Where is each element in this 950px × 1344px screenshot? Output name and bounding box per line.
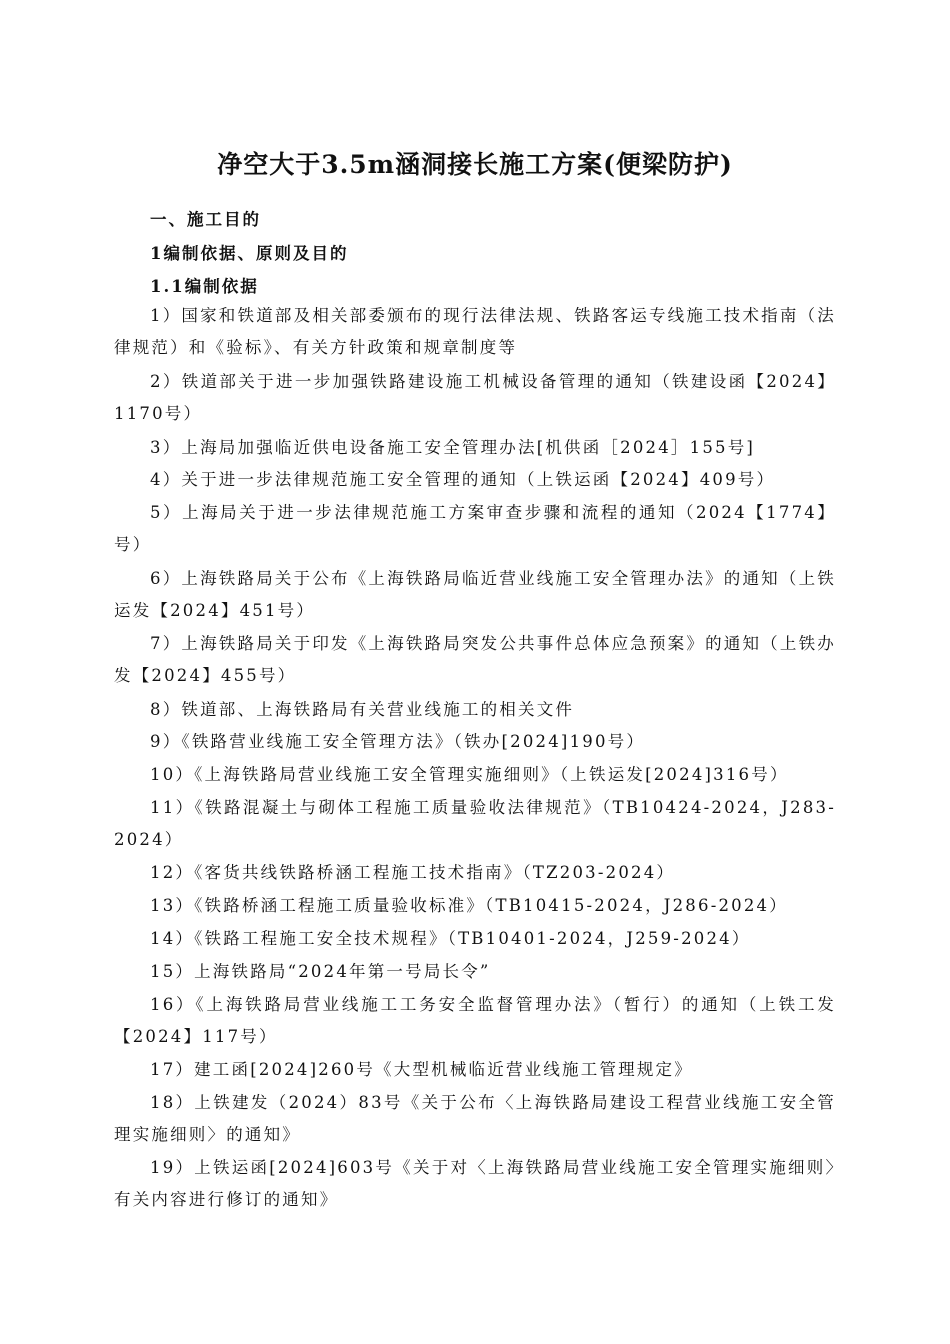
basis-item-6: 6）上海铁路局关于公布《上海铁路局临近营业线施工安全管理办法》的通知（上铁运发【2024】451号） <box>114 569 836 620</box>
basis-item-9: 9）《铁路营业线施工安全管理方法》（铁办[2024]190号） <box>150 732 646 751</box>
basis-item-15: 15）上海铁路局“2024年第一号局长令” <box>150 962 491 981</box>
basis-item-3: 3）上海局加强临近供电设备施工安全管理办法[机供函［2024］155号] <box>150 438 756 457</box>
basis-item-12: 12）《客货共线铁路桥涵工程施工技术指南》（TZ203-2024） <box>150 863 676 882</box>
basis-item-1: 1）国家和铁道部及相关部委颁布的现行法律法规、铁路客运专线施工技术指南（法律规范）和《验标》、有关方针政策和规章制度等 <box>114 306 836 357</box>
basis-item-7: 7）上海铁路局关于印发《上海铁路局突发公共事件总体应急预案》的通知（上铁办发【2024】455号） <box>114 634 836 685</box>
basis-item-16: 16）《上海铁路局营业线施工工务安全监督管理办法》（暂行）的通知（上铁工发【2024】117号） <box>114 995 836 1046</box>
basis-item-11: 11）《铁路混凝土与砌体工程施工质量验收法律规范》（TB10424-2024，J283-2024） <box>114 798 836 849</box>
document-title: 净空大于3.5m涵洞接长施工方案(便梁防护) <box>217 150 733 179</box>
section-heading: 一、施工目的 <box>150 210 261 229</box>
basis-item-17: 17）建工函[2024]260号《大型机械临近营业线施工管理规定》 <box>150 1060 693 1079</box>
basis-item-5: 5）上海局关于进一步法律规范施工方案审查步骤和流程的通知（2024【1774】号） <box>114 503 836 554</box>
basis-item-2: 2）铁道部关于进一步加强铁路建设施工机械设备管理的通知（铁建设函【2024】1170号） <box>114 372 836 423</box>
basis-item-10: 10）《上海铁路局营业线施工安全管理实施细则》（上铁运发[2024]316号） <box>150 765 789 784</box>
basis-item-14: 14）《铁路工程施工安全技术规程》（TB10401-2024，J259-2024） <box>150 929 751 948</box>
basis-item-19: 19）上铁运函[2024]603号《关于对〈上海铁路局营业线施工安全管理实施细则〉有关内容进行修订的通知》 <box>114 1158 836 1209</box>
basis-item-4: 4）关于进一步法律规范施工安全管理的通知（上铁运函【2024】409号） <box>150 470 776 489</box>
basis-item-13: 13）《铁路桥涵工程施工质量验收标准》（TB10415-2024，J286-2024） <box>150 896 788 915</box>
basis-item-18: 18）上铁建发（2024）83号《关于公布〈上海铁路局建设工程营业线施工安全管理实施细则〉的通知》 <box>114 1093 836 1144</box>
basis-item-8: 8）铁道部、上海铁路局有关营业线施工的相关文件 <box>150 700 575 719</box>
subsection-heading: 1编制依据、原则及目的 <box>150 244 349 263</box>
subsubsection-heading: 1.1编制依据 <box>150 277 259 296</box>
